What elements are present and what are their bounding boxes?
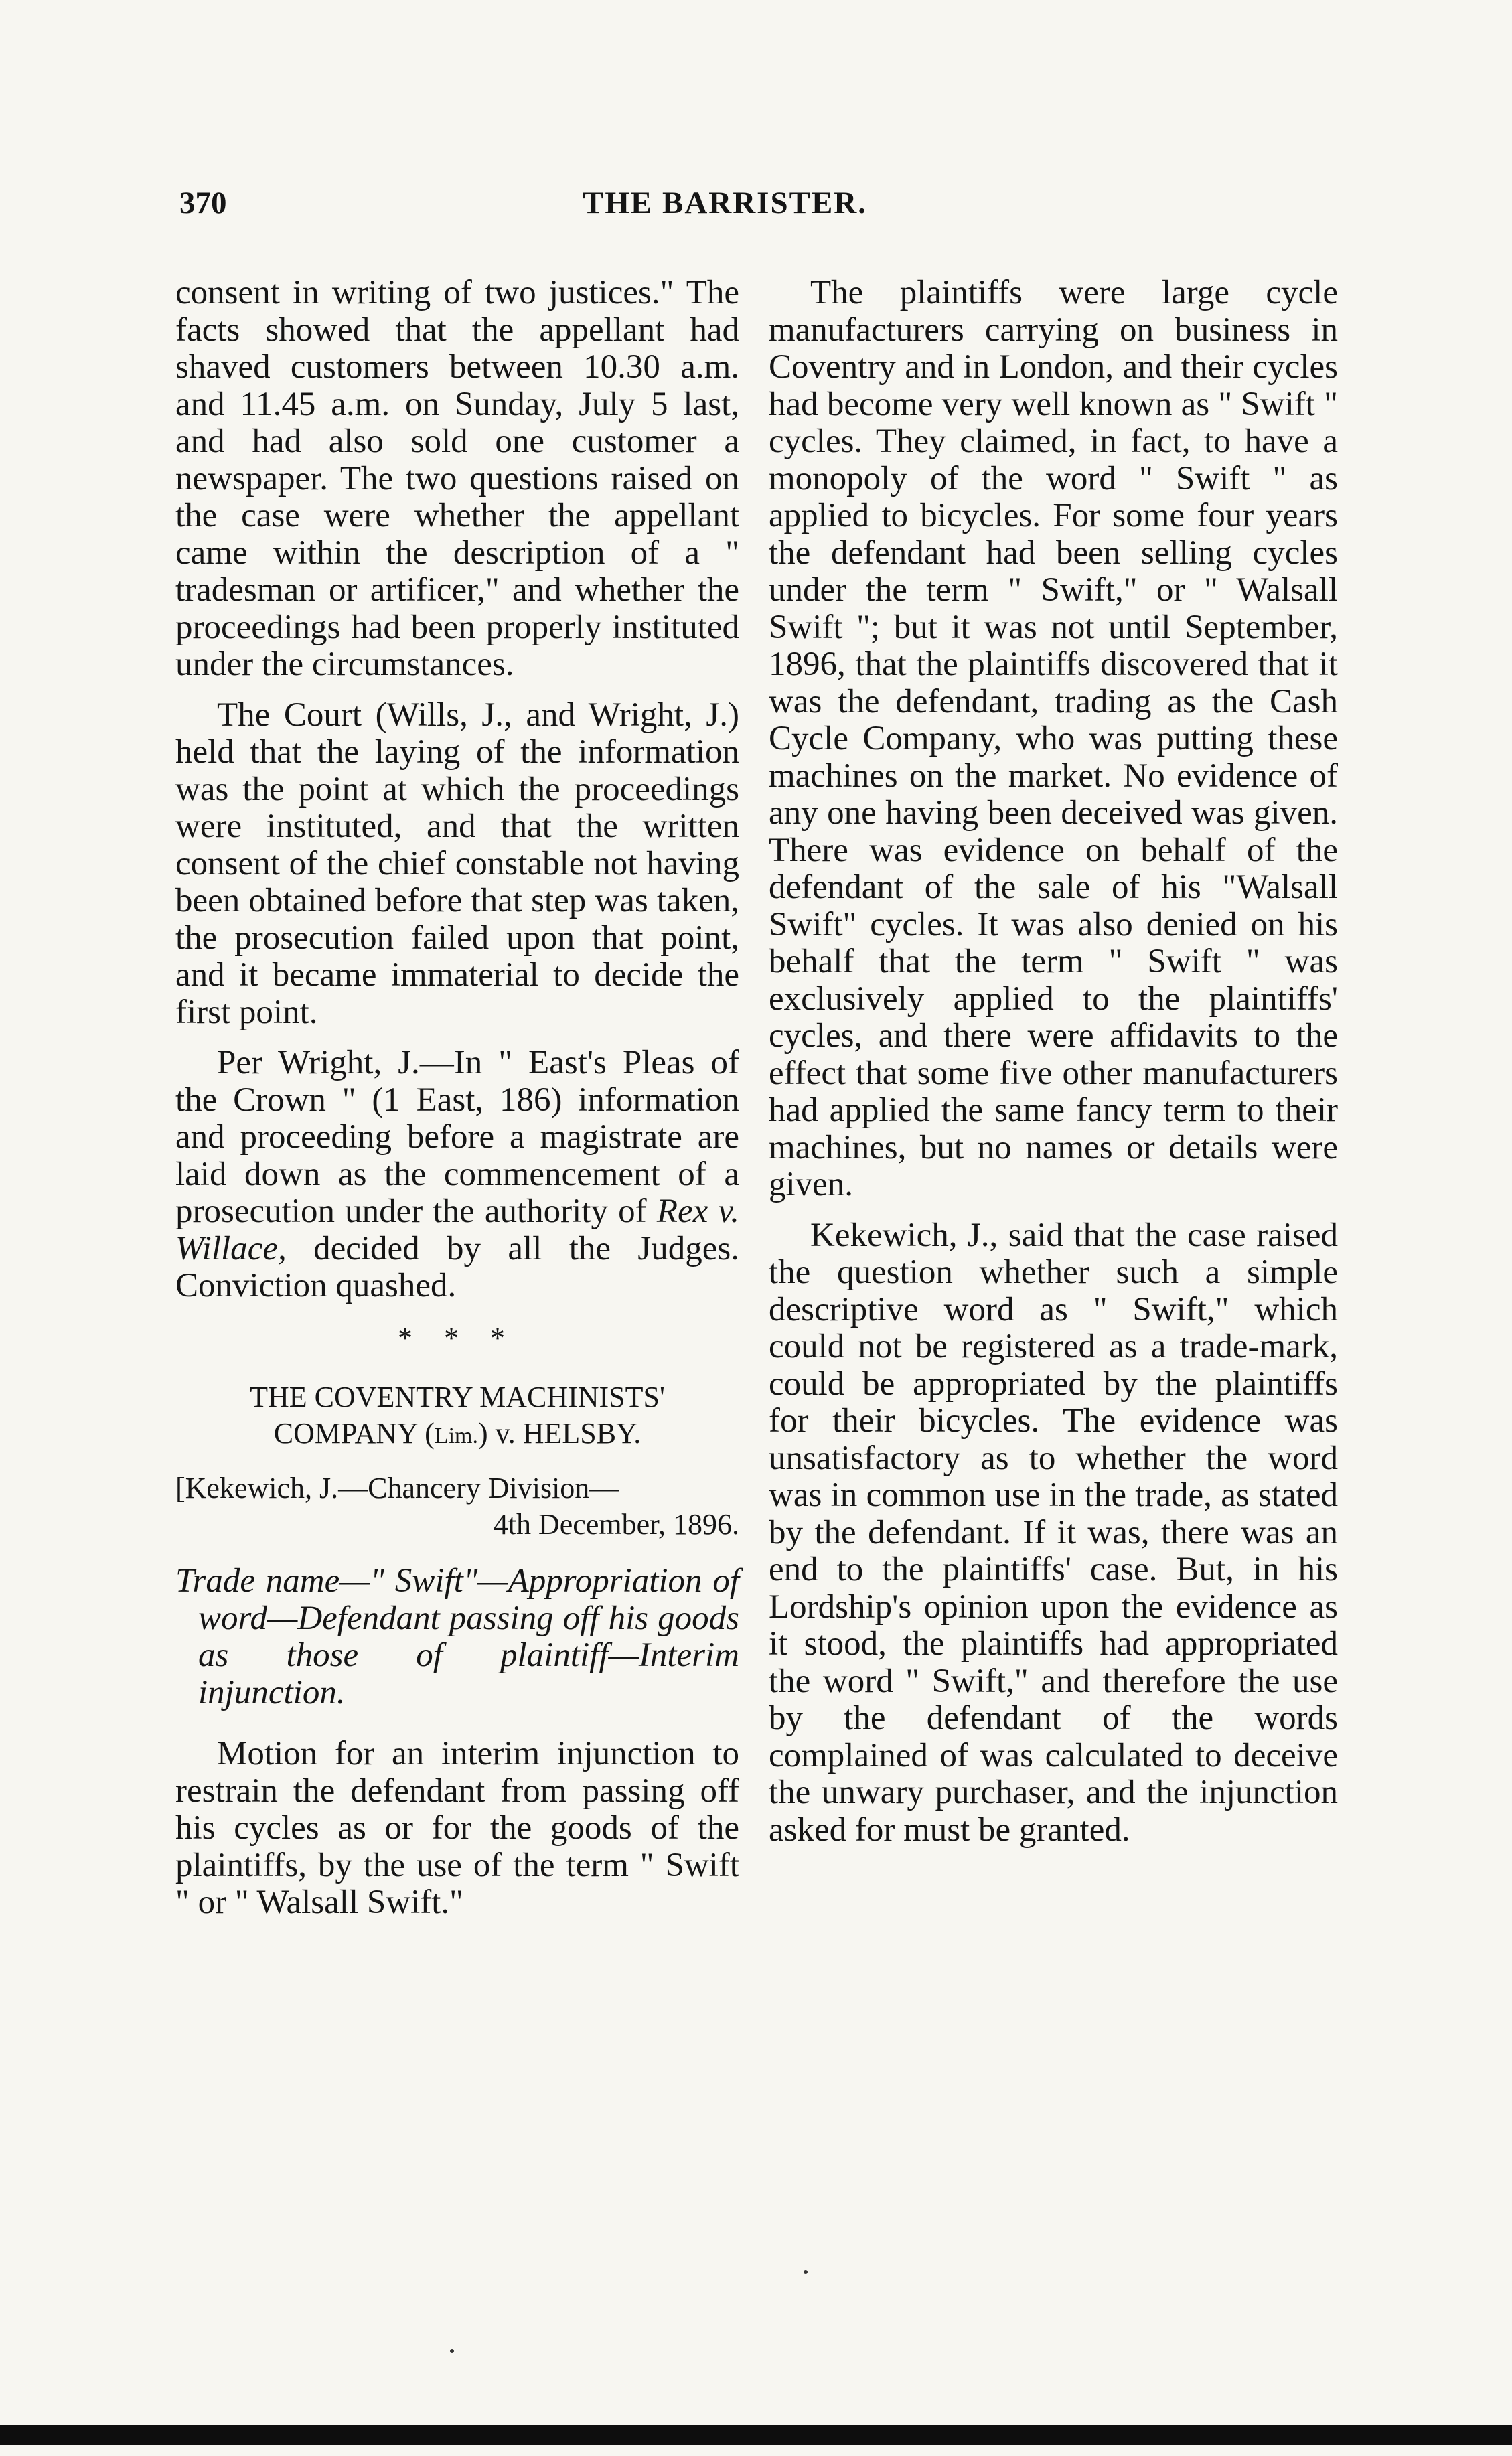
court-date: 4th December, 1896. bbox=[493, 1508, 739, 1541]
paragraph-continued: consent in writing of two justices." The facts showed that the appellant had shaved customers between 10.30 a.m. and 11.45 a.m. on Sunday, July 5 last, and had also sold one customer a newspaper. The two questions raised on the case were whether the appellant came within the description of a " tradesman or artificer," and whether the proceedings had been properly instituted under the circumstances. bbox=[175, 274, 739, 683]
section-separator: * * * bbox=[398, 1321, 517, 1355]
right-column bbox=[769, 275, 1338, 1849]
paragraph-judgment: Kekewich, J., said that the case raised the question whether such a simple descriptive word as " Swift," which could not be registered as a trade-mark, could be appropriated by the plaintiffs for their bicycles. The evidence was unsatisfactory as to whether the word was in common use in the trade, as stated by the defendant. If it was, there was an end to the plaintiffs' case. But, in his Lordship's opinion upon the evidence as it stood, the plaintiffs had appropriated the word " Swift," and therefore the use by the defendant of the words complained of was calculated to deceive the unwary purchaser, and the injunction asked for must be granted. bbox=[769, 1216, 1338, 1849]
running-title: THE BARRISTER. bbox=[583, 185, 867, 220]
left-column bbox=[175, 275, 739, 1922]
case-citation: Rex v. Willace, bbox=[175, 1193, 740, 1268]
court-info bbox=[175, 1470, 739, 1543]
speck bbox=[804, 2270, 808, 2274]
court-judge: [Kekewich, J.—Chancery Division— bbox=[175, 1472, 619, 1505]
case-title: THE COVENTRY MACHINISTS' COMPANY (Lim.) v. HELSBY. bbox=[250, 1381, 665, 1450]
bottom-rule bbox=[0, 2425, 1512, 2445]
headnote: Trade name—" Swift"—Appropriation of word—Defendant passing off his goods as those of plaintiff—Interim injunction. bbox=[175, 1562, 739, 1711]
paragraph-plaintiffs: The plaintiffs were large cycle manufacturers carrying on business in Coventry and in London, and their cycles had become very well known as " Swift " cycles. They claimed, in fact, to have a monopoly of the word " Swift " as applied to bicycles. For some four years the defendant had been selling cycles under the term " Swift," or " Walsall Swift "; but it was not until September, 1896, that the plaintiffs discovered that it was the defendant, trading as the Cash Cycle Company, who was putting these machines on the market. No evidence of any one having been deceived was given. There was evidence on behalf of the defendant of the sale of his "Walsall Swift" cycles. It was also denied on his behalf that the term " Swift " was exclusively applied to the plaintiffs' cycles, and there were affidavits to the effect that some five other manufacturers had applied the same fancy term to their machines, but no names or details were given. bbox=[769, 274, 1338, 1203]
paragraph-per-wright bbox=[175, 1045, 739, 1305]
page-number: 370 bbox=[179, 185, 227, 220]
per-wright-conclusion: decided by all the Judges. Conviction quashed. bbox=[175, 1229, 739, 1304]
speck bbox=[450, 2349, 454, 2353]
paragraph-court-holding: The Court (Wills, J., and Wright, J.) held that the laying of the information was the point at which the proceedings were instituted, and that the written consent of the chief constable not having been obtained before that step was taken, the prosecution failed upon that point, and it became immaterial to decide the first point. bbox=[175, 696, 739, 1031]
per-wright-text: Per Wright, J.—In " East's Pleas of the Crown " (1 East, 186) information and proceeding before a magistrate are laid down as the commencement of a prosecution under the authority of bbox=[175, 1044, 739, 1230]
paragraph-motion: Motion for an interim injunction to restrain the defendant from passing off his cycles as or for the goods of the plaintiffs, by the use of the term " Swift " or " Walsall Swift." bbox=[175, 1735, 739, 1921]
